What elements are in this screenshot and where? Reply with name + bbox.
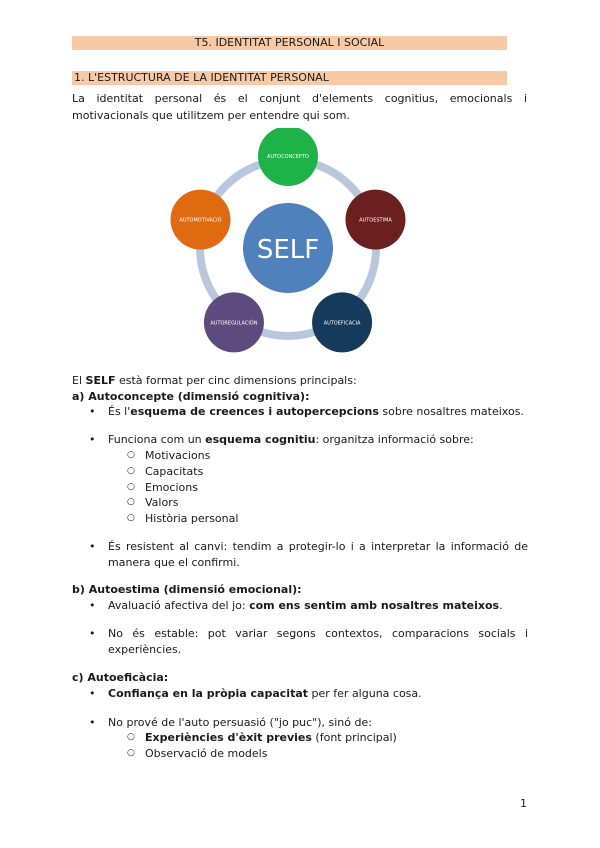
bullet-dot: •	[89, 433, 96, 446]
bullet-dot: •	[89, 627, 96, 640]
sub-item: Motivacions	[145, 449, 211, 462]
diagram-node-label: AUTOESTIMA	[359, 217, 392, 224]
diagram-node-label: AUTOCONCEPTO	[267, 154, 309, 160]
autoconcepte-bullet-1: És l'esquema de creences i autopercepcions sobre nosaltres mateixos.	[108, 405, 524, 418]
bullet-dot: •	[89, 540, 96, 553]
heading-autoestima: b) Autoestima (dimensió emocional):	[72, 583, 302, 596]
sub-item: Observació de models	[145, 747, 268, 760]
diagram-node-label: AUTOMOTIVACIÓ	[179, 217, 222, 224]
autoconcepte-bullet-2: Funciona com un esquema cognitiu: organitza informació sobre:	[108, 433, 474, 446]
page-number: 1	[520, 797, 527, 810]
autoconcepte-bullet-3: És resistent al canvi: tendim a protegir-lo i a interpretar la informació de manera que el confirmi.	[108, 540, 528, 569]
sub-item: Emocions	[145, 481, 198, 494]
sub-item: Capacitats	[145, 465, 204, 478]
self-diagram	[168, 128, 408, 368]
sub-item: Història personal	[145, 512, 239, 525]
bullet-dot: •	[89, 405, 96, 418]
autoeficacia-bullet-1: Confiança en la pròpia capacitat per fer alguna cosa.	[108, 687, 422, 700]
bullet-dot: •	[89, 687, 96, 700]
self-intro-line: El SELF està format per cinc dimensions principals:	[72, 374, 357, 387]
heading-autoeficacia: c) Autoeficàcia:	[72, 671, 169, 684]
section-heading: 1. L'ESTRUCTURA DE LA IDENTITAT PERSONAL	[72, 71, 507, 85]
sub-item: Valors	[145, 496, 179, 509]
intro-paragraph: La identitat personal és el conjunt d'elements cognitius, emocionals i motivacionals que utilitzem per entendre qui som.	[72, 92, 527, 122]
diagram-node-label: AUTOREGULACIÓN	[210, 320, 258, 327]
heading-autoconcepte: a) Autoconcepte (dimensió cognitiva):	[72, 390, 310, 403]
self-center-label: SELF	[256, 235, 320, 265]
autoeficacia-bullet-2: No prové de l'auto persuasió ("jo puc"), sinó de:	[108, 716, 372, 729]
autoestima-bullet-2: No és estable: pot variar segons contextos, comparacions socials i experiències.	[108, 627, 528, 656]
autoestima-bullet-1: Avaluació afectiva del jo: com ens sentim amb nosaltres mateixos.	[108, 599, 503, 612]
sub-item: Experiències d'èxit previes (font principal)	[145, 731, 397, 744]
bullet-dot: •	[89, 716, 96, 729]
page-title: T5. IDENTITAT PERSONAL I SOCIAL	[72, 36, 507, 50]
diagram-node-label: AUTOEFICACIA	[323, 320, 361, 327]
bullet-dot: •	[89, 599, 96, 612]
